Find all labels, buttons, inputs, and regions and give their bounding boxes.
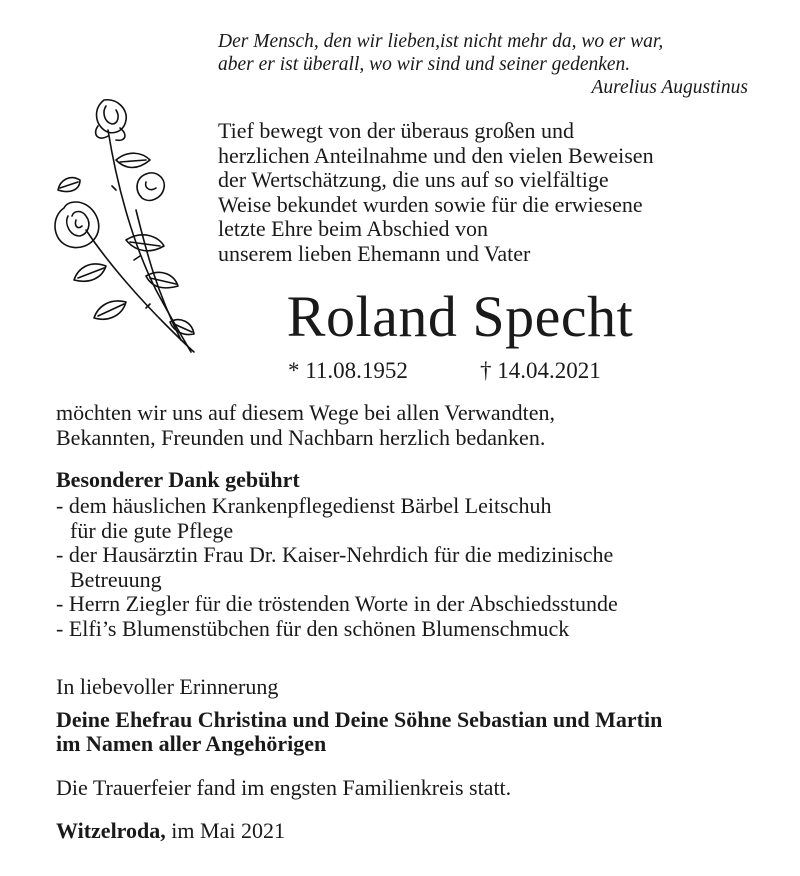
signers	[56, 708, 662, 756]
special-thanks-heading: Besonderer Dank gebührt	[56, 467, 300, 492]
intro-line: der Wertschätzung, die uns auf so vielfältige	[218, 167, 609, 192]
list-item	[56, 494, 776, 543]
list-item	[56, 592, 776, 617]
date: im Mai 2021	[171, 818, 285, 843]
place-date	[56, 818, 285, 844]
life-dates	[288, 357, 601, 385]
thanks-text	[56, 400, 776, 450]
death-date: † 14.04.2021	[480, 358, 601, 383]
intro-line: unserem lieben Ehemann und Vater	[218, 240, 531, 266]
motto-quote	[218, 30, 748, 99]
memory-line: In liebevoller Erinnerung	[56, 674, 279, 699]
list-item-main: - Elfi’s Blumenstübchen für den schönen Blumenschmuck	[56, 615, 570, 641]
thanks-line: möchten wir uns auf diesem Wege bei allen Verwandten,	[56, 400, 555, 425]
list-item-main: - Herrn Ziegler für die tröstenden Worte in der Abschiedsstunde	[56, 591, 618, 616]
signers-line: Deine Ehefrau Christina und Deine Söhne Sebastian und Martin	[56, 707, 663, 732]
intro-text	[218, 119, 758, 266]
motto-author: Aurelius Augustinus	[591, 77, 748, 98]
deceased-name: Roland Specht	[286, 284, 634, 349]
motto-line: Der Mensch, den wir lieben,ist nicht mehr da, wo er war,	[218, 31, 664, 52]
intro-line: herzlichen Anteilnahme und den vielen Beweisen	[218, 142, 654, 168]
motto-line: aber er ist überall, wo wir sind und seiner gedenken.	[218, 54, 631, 75]
signers-line: im Namen aller Angehörigen	[56, 731, 327, 756]
town: Witzelroda,	[56, 818, 166, 843]
intro-line: letzte Ehre beim Abschied von	[218, 216, 489, 241]
list-item-continuation: für die gute Pflege	[70, 517, 234, 543]
special-thanks-list	[56, 494, 776, 641]
list-item	[56, 617, 776, 642]
thanks-line: Bekannten, Freunden und Nachbarn herzlich bedanken.	[56, 425, 546, 450]
list-item-continuation: Betreuung	[70, 566, 162, 592]
list-item-main: - dem häuslichen Krankenpflegedienst Bärbel Leitschuh	[56, 493, 552, 518]
list-item-main: - der Hausärztin Frau Dr. Kaiser-Nehrdich für die medizinische	[56, 542, 614, 567]
intro-line: Tief bewegt von der überaus großen und	[218, 118, 574, 143]
rose-illustration-icon	[46, 90, 206, 360]
list-item	[56, 543, 776, 592]
birth-date: * 11.08.1952	[288, 358, 408, 383]
funeral-note: Die Trauerfeier fand im engsten Familienkreis statt.	[56, 775, 512, 800]
intro-line: Weise bekundet wurden sowie für die erwiesene	[218, 191, 643, 217]
